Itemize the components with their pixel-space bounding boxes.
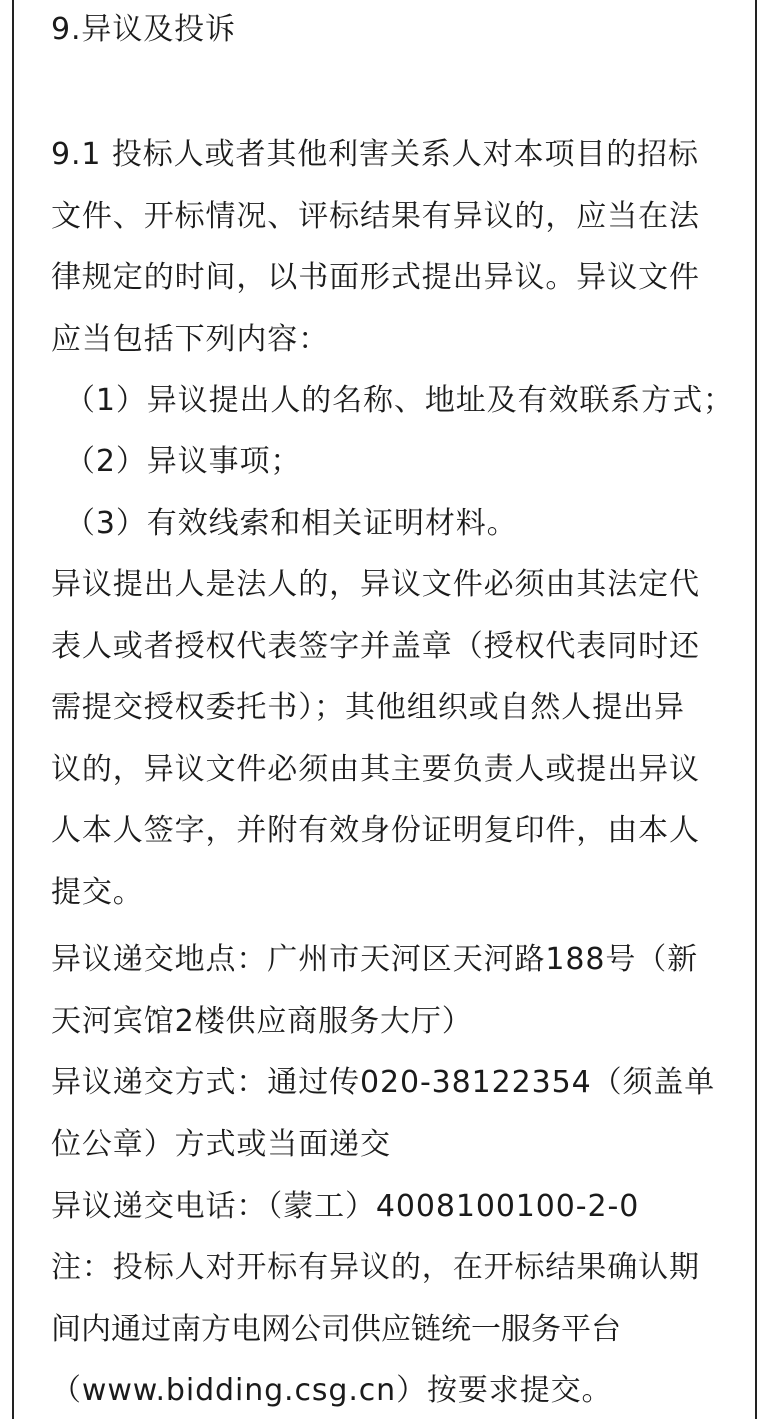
section-heading: 9.异议及投诉 [51,12,236,47]
paragraph-line: 应当包括下列内容： [51,322,330,357]
list-item: （3）有效线索和相关证明材料。 [65,506,518,541]
note-line: 间内通过南方电网公司供应链统一服务平台 [51,1312,621,1347]
requirement-line: 表人或者授权代表签字并盖章（授权代表同时还 [51,629,700,664]
phone-line: 异议递交电话：（蒙工）4008100100-2-0 [51,1189,640,1224]
method-line: 异议递交方式：通过传020-38122354（须盖单 [51,1065,716,1100]
address-line: 异议递交地点：广州市天河区天河路188号（新 [51,942,699,977]
list-item: （1）异议提出人的名称、地址及有效联系方式； [65,383,734,418]
requirement-line: 需提交授权委托书）；其他组织或自然人提出异 [51,690,685,725]
address-line: 天河宾馆2楼供应商服务大厅） [51,1004,473,1039]
paragraph-line: 文件、开标情况、评标结果有异议的，应当在法 [51,199,700,234]
requirement-line: 议的，异议文件必须由其主要负责人或提出异议 [51,752,700,787]
requirement-line: 异议提出人是法人的，异议文件必须由其法定代 [51,567,700,602]
note-line: 注：投标人对开标有异议的，在开标结果确认期 [51,1250,700,1285]
paragraph-line: 9.1 投标人或者其他利害关系人对本项目的招标 [51,137,699,172]
note-line: （www.bidding.csg.cn）按要求提交。 [51,1373,613,1408]
list-item: （2）异议事项； [65,444,302,479]
paragraph-line: 律规定的时间，以书面形式提出异议。异议文件 [51,260,700,295]
method-line: 位公章）方式或当面递交 [51,1127,391,1162]
requirement-line: 人本人签字，并附有效身份证明复印件，由本人 [51,813,700,848]
requirement-line: 提交。 [51,875,144,910]
